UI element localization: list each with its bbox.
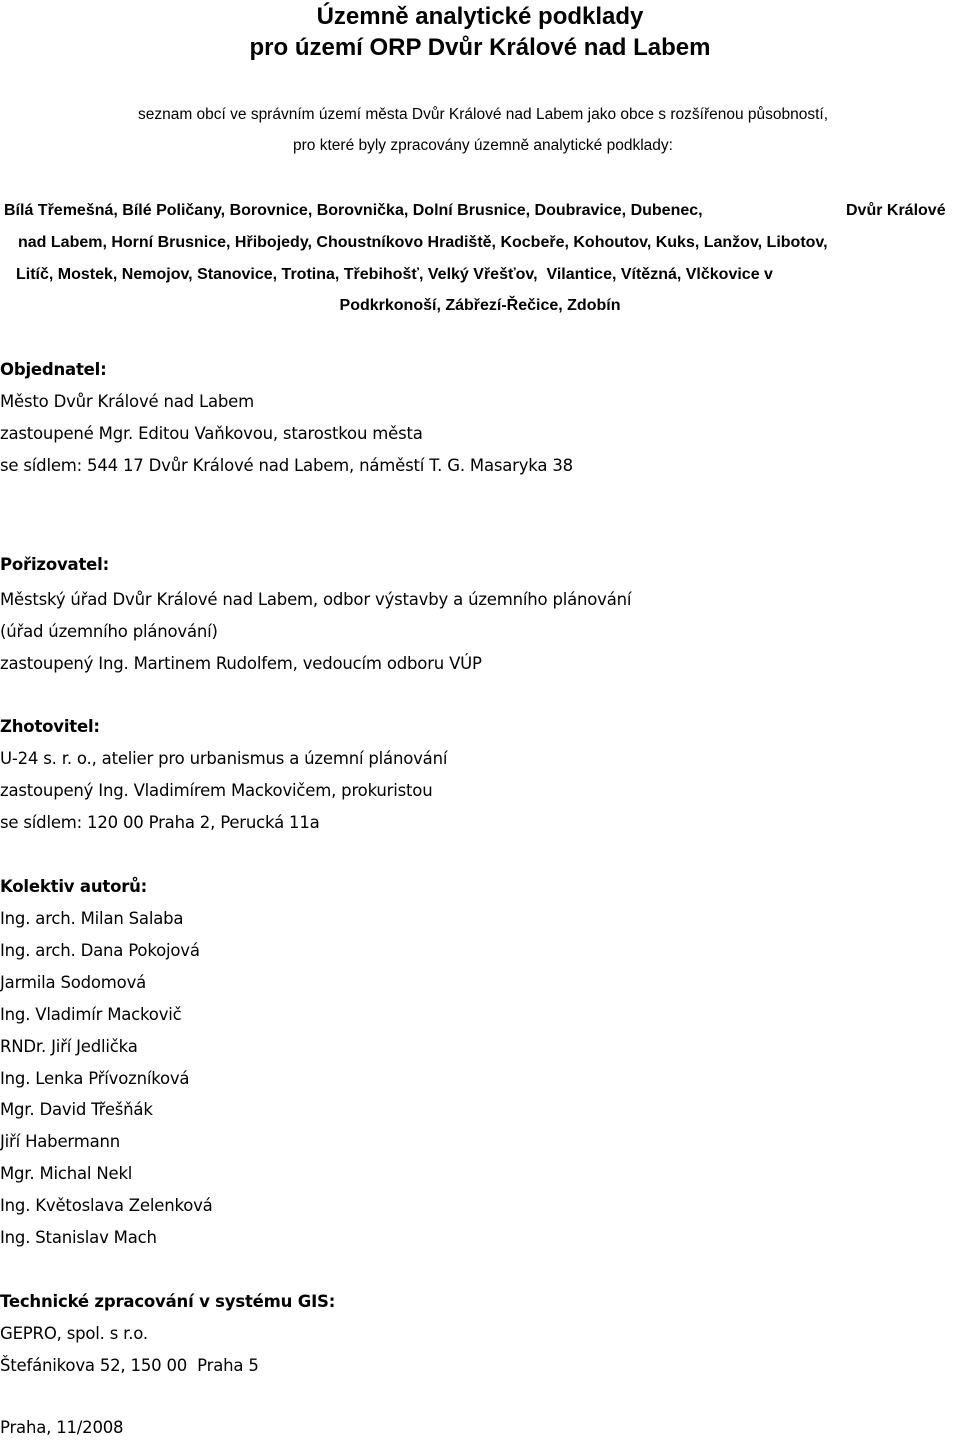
procurer-sub: (úřad územního plánování) [0,622,218,641]
municipalities-line-1-end: Dvůr Králové [846,202,946,219]
municipalities-line-2: nad Labem, Horní Brusnice, Hřibojedy, Choustníkovo Hradiště, Kocbeře, Kohoutov, Kuks, Lanžov, Libotov, [18,234,828,251]
author-item: Ing. Vladimír Mackovič [0,1005,182,1024]
contractor-represented: zastoupený Ing. Vladimírem Mackovičem, prokuristou [0,781,433,800]
author-item: Ing. arch. Dana Pokojová [0,941,200,960]
procurer-heading: Pořizovatel: [0,555,109,574]
author-item: Ing. Lenka Přívozníková [0,1069,190,1088]
municipalities-line-4: Podkrkonoší, Zábřezí-Řečice, Zdobín [339,297,621,314]
client-heading: Objednatel: [0,360,107,379]
author-item: RNDr. Jiří Jedlička [0,1037,138,1056]
gis-company: GEPRO, spol. s r.o. [0,1324,148,1343]
author-item: Ing. Stanislav Mach [0,1228,157,1247]
authors-heading: Kolektiv autorů: [0,877,148,896]
procurer-represented: zastoupený Ing. Martinem Rudolfem, vedoucím odboru VÚP [0,654,482,673]
gis-heading: Technické zpracování v systému GIS: [0,1292,336,1311]
gis-address: Štefánikova 52, 150 00 Praha 5 [0,1356,259,1375]
client-name: Město Dvůr Králové nad Labem [0,392,254,411]
document-title-line-1: Územně analytické podklady [316,3,644,30]
author-item: Jarmila Sodomová [0,973,147,992]
municipalities-line-1: Bílá Třemešná, Bílé Poličany, Borovnice, Borovnička, Dolní Brusnice, Doubravice, Dubenec, [4,202,703,219]
client-represented: zastoupené Mgr. Editou Vaňkovou, starostkou města [0,424,423,443]
contractor-name: U-24 s. r. o., atelier pro urbanismus a územní plánování [0,749,448,768]
author-item: Ing. arch. Milan Salaba [0,909,184,928]
procurer-name: Městský úřad Dvůr Králové nad Labem, odbor výstavby a územního plánování [0,590,632,609]
author-item: Mgr. Michal Nekl [0,1164,133,1183]
contractor-heading: Zhotovitel: [0,717,100,736]
place-date: Praha, 11/2008 [0,1418,124,1437]
client-address: se sídlem: 544 17 Dvůr Králové nad Labem, náměstí T. G. Masaryka 38 [0,456,573,475]
contractor-address: se sídlem: 120 00 Praha 2, Perucká 11a [0,813,320,832]
municipalities-line-3: Litíč, Mostek, Nemojov, Stanovice, Trotina, Třebihošť, Velký Vřešťov, Vilantice, Vítězná, Vlčkovice v [16,266,773,283]
author-item: Jiří Habermann [0,1132,120,1151]
author-item: Mgr. David Třešňák [0,1100,153,1119]
author-item: Ing. Květoslava Zelenková [0,1196,213,1215]
document-title-line-2: pro území ORP Dvůr Králové nad Labem [249,34,711,61]
intro-line-1: seznam obcí ve správním území města Dvůr Králové nad Labem jako obce s rozšířenou působností, [137,106,829,123]
intro-line-2: pro které byly zpracovány územně analytické podklady: [293,137,673,154]
